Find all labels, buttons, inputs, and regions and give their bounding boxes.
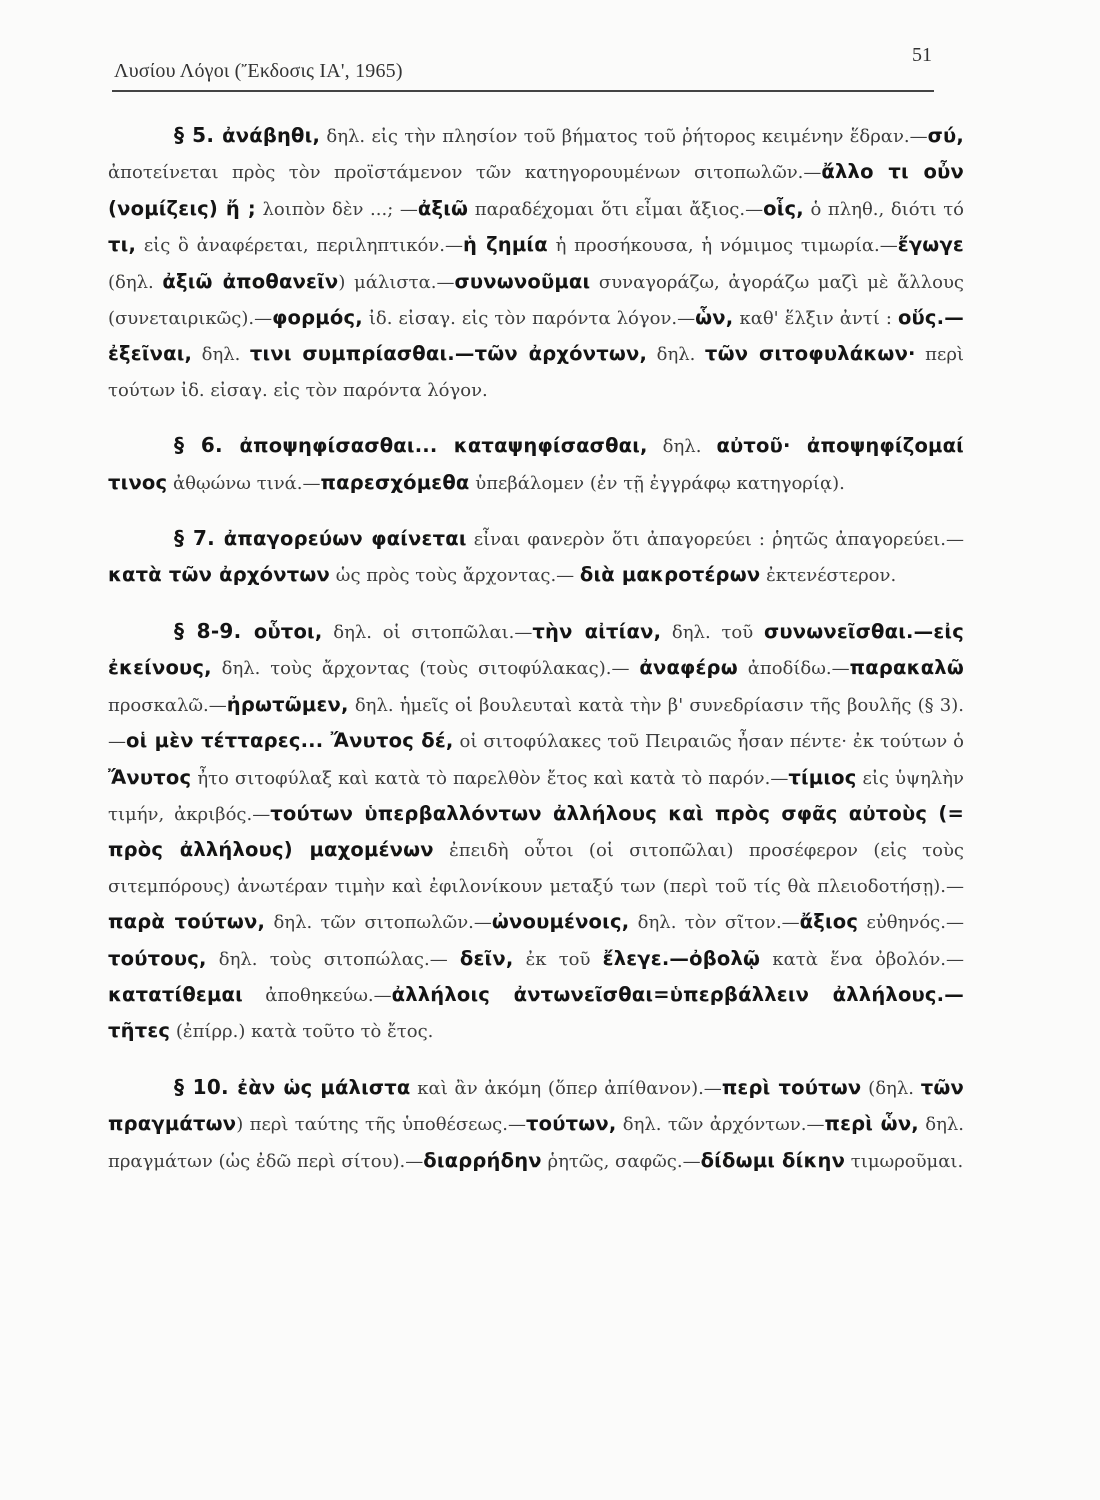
section-number: § 6.: [174, 433, 240, 458]
lemma-term: κατὰ τῶν ἀρχόντων: [108, 563, 331, 587]
lemma-term: ἀπαγορεύων φαίνεται: [223, 527, 467, 551]
lemma-term: οἱ μὲν τέτταρες... Ἄνυτος δέ,: [126, 729, 454, 753]
lemma-term: τούτων,: [525, 1112, 617, 1136]
gloss-text: (ἐπίρρ.) κατὰ τοῦτο τὸ ἔτος.: [170, 1021, 434, 1043]
lemma-term: παρακαλῶ: [849, 656, 964, 680]
lemma-term: ἡ ζημία: [462, 233, 548, 257]
gloss-text: εἰς ὑψηλὴν τιμήν, ἀκριβός.—: [108, 767, 964, 825]
lemma-term: ἔλεγε.—ὀβολῷ: [602, 946, 761, 970]
gloss-text: κατὰ ἕνα ὀβολόν.—: [760, 948, 964, 970]
gloss-text: δηλ. εἰς τὴν πλησίον τοῦ βήματος τοῦ ῥήτορος κειμένην ἕδραν.—: [320, 126, 928, 147]
lemma-term: τὴν αἰτίαν,: [532, 619, 662, 643]
gloss-text: ὑπεβάλομεν (ἐν τῇ ἐγγράφῳ κατηγορίᾳ).: [469, 472, 845, 494]
gloss-text: ὁ πληθ., διότι τό: [803, 198, 965, 220]
gloss-text: καὶ ἂν ἀκόμη (ὅπερ ἀπίθανον).—: [410, 1077, 722, 1099]
lemma-term: τι,: [108, 233, 137, 257]
lemma-term: αὐτοῦ· ἀποψηφίζομαί τινος: [108, 434, 964, 494]
lemma-term: Ἄνυτος: [108, 765, 192, 789]
gloss-text: ἀποθηκεύω.—: [242, 984, 392, 1006]
gloss-text: (δηλ.: [861, 1077, 921, 1099]
lemma-term: διὰ μακροτέρων: [579, 563, 761, 587]
running-title: Λυσίου Λόγοι (Ἔκδοσις ΙΑ', 1965): [114, 60, 403, 82]
gloss-text: (δηλ.: [108, 271, 163, 293]
gloss-text: εἶναι φανερὸν ὅτι ἀπαγορεύει : ῥητῶς ἀπαγορεύει.—: [466, 529, 964, 551]
gloss-text: συναγοράζω, ἀγοράζω μαζὶ μὲ ἄλλους (συνεταιρικῶς).—: [108, 271, 965, 330]
gloss-text: δηλ. ἡμεῖς οἱ βουλευταὶ κατὰ τὴν β' συνεδρίασιν τῆς βουλῆς (§ 3).—: [108, 694, 964, 753]
lemma-term: ἠρωτῶμεν,: [226, 692, 349, 716]
header-rule: [112, 90, 934, 92]
gloss-text: δηλ. οἱ σιτοπῶλαι.—: [322, 621, 533, 643]
gloss-text: δηλ.: [647, 436, 717, 458]
lemma-term: τίμιος: [788, 765, 857, 789]
gloss-text: δηλ. τοὺς ἄρχοντας (τοὺς σιτοφύλακας).—: [211, 658, 640, 680]
lemma-term: οἷς,: [763, 196, 804, 220]
lemma-term: ἀποψηφίσασθαι... καταψηφίσασθαι,: [239, 434, 648, 458]
lemma-term: δεῖν,: [459, 946, 514, 970]
lemma-term: τινι συμπρίασθαι.—τῶν ἀρχόντων,: [249, 342, 648, 366]
lemma-term: οὕς.—ἐξεῖναι,: [108, 306, 964, 366]
lemma-term: συνωνοῦμαι: [454, 269, 591, 293]
gloss-text: ἦτο σιτοφύλαξ καὶ κατὰ τὸ παρελθὸν ἔτος καὶ κατὰ τὸ παρόν.—: [191, 767, 789, 789]
gloss-text: ἰδ. εἰσαγ. εἰς τὸν παρόντα λόγον.—: [362, 308, 696, 330]
gloss-text: προσκαλῶ.—: [108, 694, 227, 716]
lemma-term: ἀνάβηθι,: [222, 124, 321, 147]
gloss-text: περὶ τούτων ἰδ. εἰσαγ. εἰς τὸν παρόντα λόγον.: [108, 344, 964, 401]
gloss-text: ) περὶ ταύτης τῆς ὑποθέσεως.—: [236, 1114, 526, 1136]
gloss-text: δηλ. τοὺς σιτοπώλας.—: [206, 948, 460, 970]
lemma-term: διαρρήδην: [423, 1148, 542, 1172]
lemma-term: τούτους,: [108, 946, 207, 970]
gloss-text: λοιπὸν δὲν ...; —: [255, 198, 418, 220]
paragraph-section-5: [108, 118, 964, 408]
gloss-text: δηλ. τῶν ἀρχόντων.—: [616, 1114, 825, 1136]
gloss-text: παραδέχομαι ὅτι εἶμαι ἄξιος.—: [468, 198, 764, 220]
page-number: 51: [912, 44, 932, 66]
gloss-text: εὐθηνός.—: [858, 912, 964, 934]
lemma-term: δίδωμι δίκην: [700, 1148, 846, 1172]
gloss-text: ἐκτενέστερον.: [760, 565, 897, 587]
page-header: [112, 42, 932, 90]
section-number: § 7.: [174, 526, 224, 551]
gloss-text: δηλ.: [192, 344, 250, 366]
gloss-text: ἡ προσήκουσα, ἡ νόμιμος τιμωρία.—: [547, 235, 898, 257]
gloss-text: ἐπειδὴ οὗτοι (οἱ σιτοπῶλαι) προσέφερον (εἰς τοὺς σιτεμπόρους) ἀνωτέραν τιμὴν καὶ ἐφιλονίκουν μεταξύ των (περὶ τοῦ τίς θὰ πλειοδοτήσῃ).—: [108, 840, 964, 897]
paragraph-section-6: [108, 428, 964, 501]
lemma-term: ἐὰν ὡς μάλιστα: [237, 1075, 411, 1099]
lemma-term: τῶν πραγμάτων: [108, 1075, 965, 1136]
lemma-term: κατατίθεμαι: [108, 982, 243, 1006]
gloss-text: δηλ. τῶν σιτοπωλῶν.—: [265, 912, 492, 934]
gloss-text: δηλ.: [647, 344, 705, 366]
gloss-text: καθ' ἕλξιν ἀντί :: [733, 308, 898, 330]
gloss-text: ῥητῶς, σαφῶς.—: [541, 1150, 701, 1172]
lemma-term: ἀξιῶ: [417, 196, 469, 220]
lemma-term: ἀναφέρω: [639, 656, 738, 680]
gloss-text: ἀποτείνεται πρὸς τὸν προϊστάμενον τῶν κατηγορουμένων σιτοπωλῶν.—: [108, 162, 822, 184]
gloss-text: ἀποδίδω.—: [737, 658, 850, 680]
lemma-term: περὶ τούτων: [721, 1075, 862, 1099]
gloss-text: δηλ. τὸν σῖτον.—: [629, 912, 800, 934]
section-number: § 10.: [174, 1074, 238, 1099]
lemma-term: ἄλλο τι οὖν (νομίζεις) ἤ ;: [108, 160, 964, 220]
lemma-term: ἔγωγε: [897, 233, 964, 257]
commentary-body: [108, 118, 964, 1179]
lemma-term: τῶν σιτοφυλάκων·: [704, 342, 916, 366]
gloss-text: δηλ. τοῦ: [661, 621, 764, 643]
section-number: § 8-9.: [174, 618, 254, 643]
lemma-term: σύ,: [927, 124, 964, 147]
gloss-text: ὡς πρὸς τοὺς ἄρχοντας.—: [330, 565, 580, 587]
lemma-term: ὠνουμένοις,: [491, 910, 630, 934]
gloss-text: δηλ. πραγμάτων (ὡς ἐδῶ περὶ σίτου).—: [108, 1114, 964, 1172]
gloss-text: εἰς ὃ ἀναφέρεται, περιληπτικόν.—: [136, 235, 463, 257]
lemma-term: συνωνεῖσθαι.—εἰς ἐκείνους,: [108, 619, 964, 680]
gloss-text: ἀθῳώνω τινά.—: [167, 472, 321, 494]
gloss-text: ἐκ τοῦ: [513, 948, 603, 970]
section-number: § 5.: [174, 123, 223, 147]
lemma-term: περὶ ὧν,: [824, 1112, 919, 1136]
paragraph-section-8-9: [108, 614, 964, 1050]
paragraph-section-10: [108, 1070, 964, 1179]
lemma-term: οὗτοι,: [253, 619, 323, 643]
gloss-text: ) μάλιστα.—: [338, 271, 455, 293]
lemma-term: παρεσχόμεθα: [320, 470, 470, 494]
gloss-text: τιμωροῦμαι.: [845, 1150, 964, 1172]
lemma-term: φορμός,: [272, 306, 363, 330]
lemma-term: ἀλλήλοις ἀντωνεῖσθαι=ὑπερβάλλειν ἀλλήλους.—τῆτες: [108, 982, 964, 1043]
lemma-term: παρὰ τούτων,: [108, 910, 266, 934]
gloss-text: οἱ σιτοφύλακες τοῦ Πειραιῶς ἦσαν πέντε· ἐκ τούτων ὁ: [453, 731, 964, 753]
paragraph-section-7: [108, 521, 964, 594]
lemma-term: ἄξιος: [799, 910, 859, 934]
lemma-term: ἀξιῶ ἀποθανεῖν: [162, 269, 339, 293]
lemma-term: ὧν,: [695, 306, 734, 330]
lemma-term: τούτων ὑπερβαλλόντων ἀλλήλους καὶ πρὸς σφᾶς αὐτοὺς (= πρὸς ἀλλήλους) μαχομένων: [108, 801, 964, 862]
